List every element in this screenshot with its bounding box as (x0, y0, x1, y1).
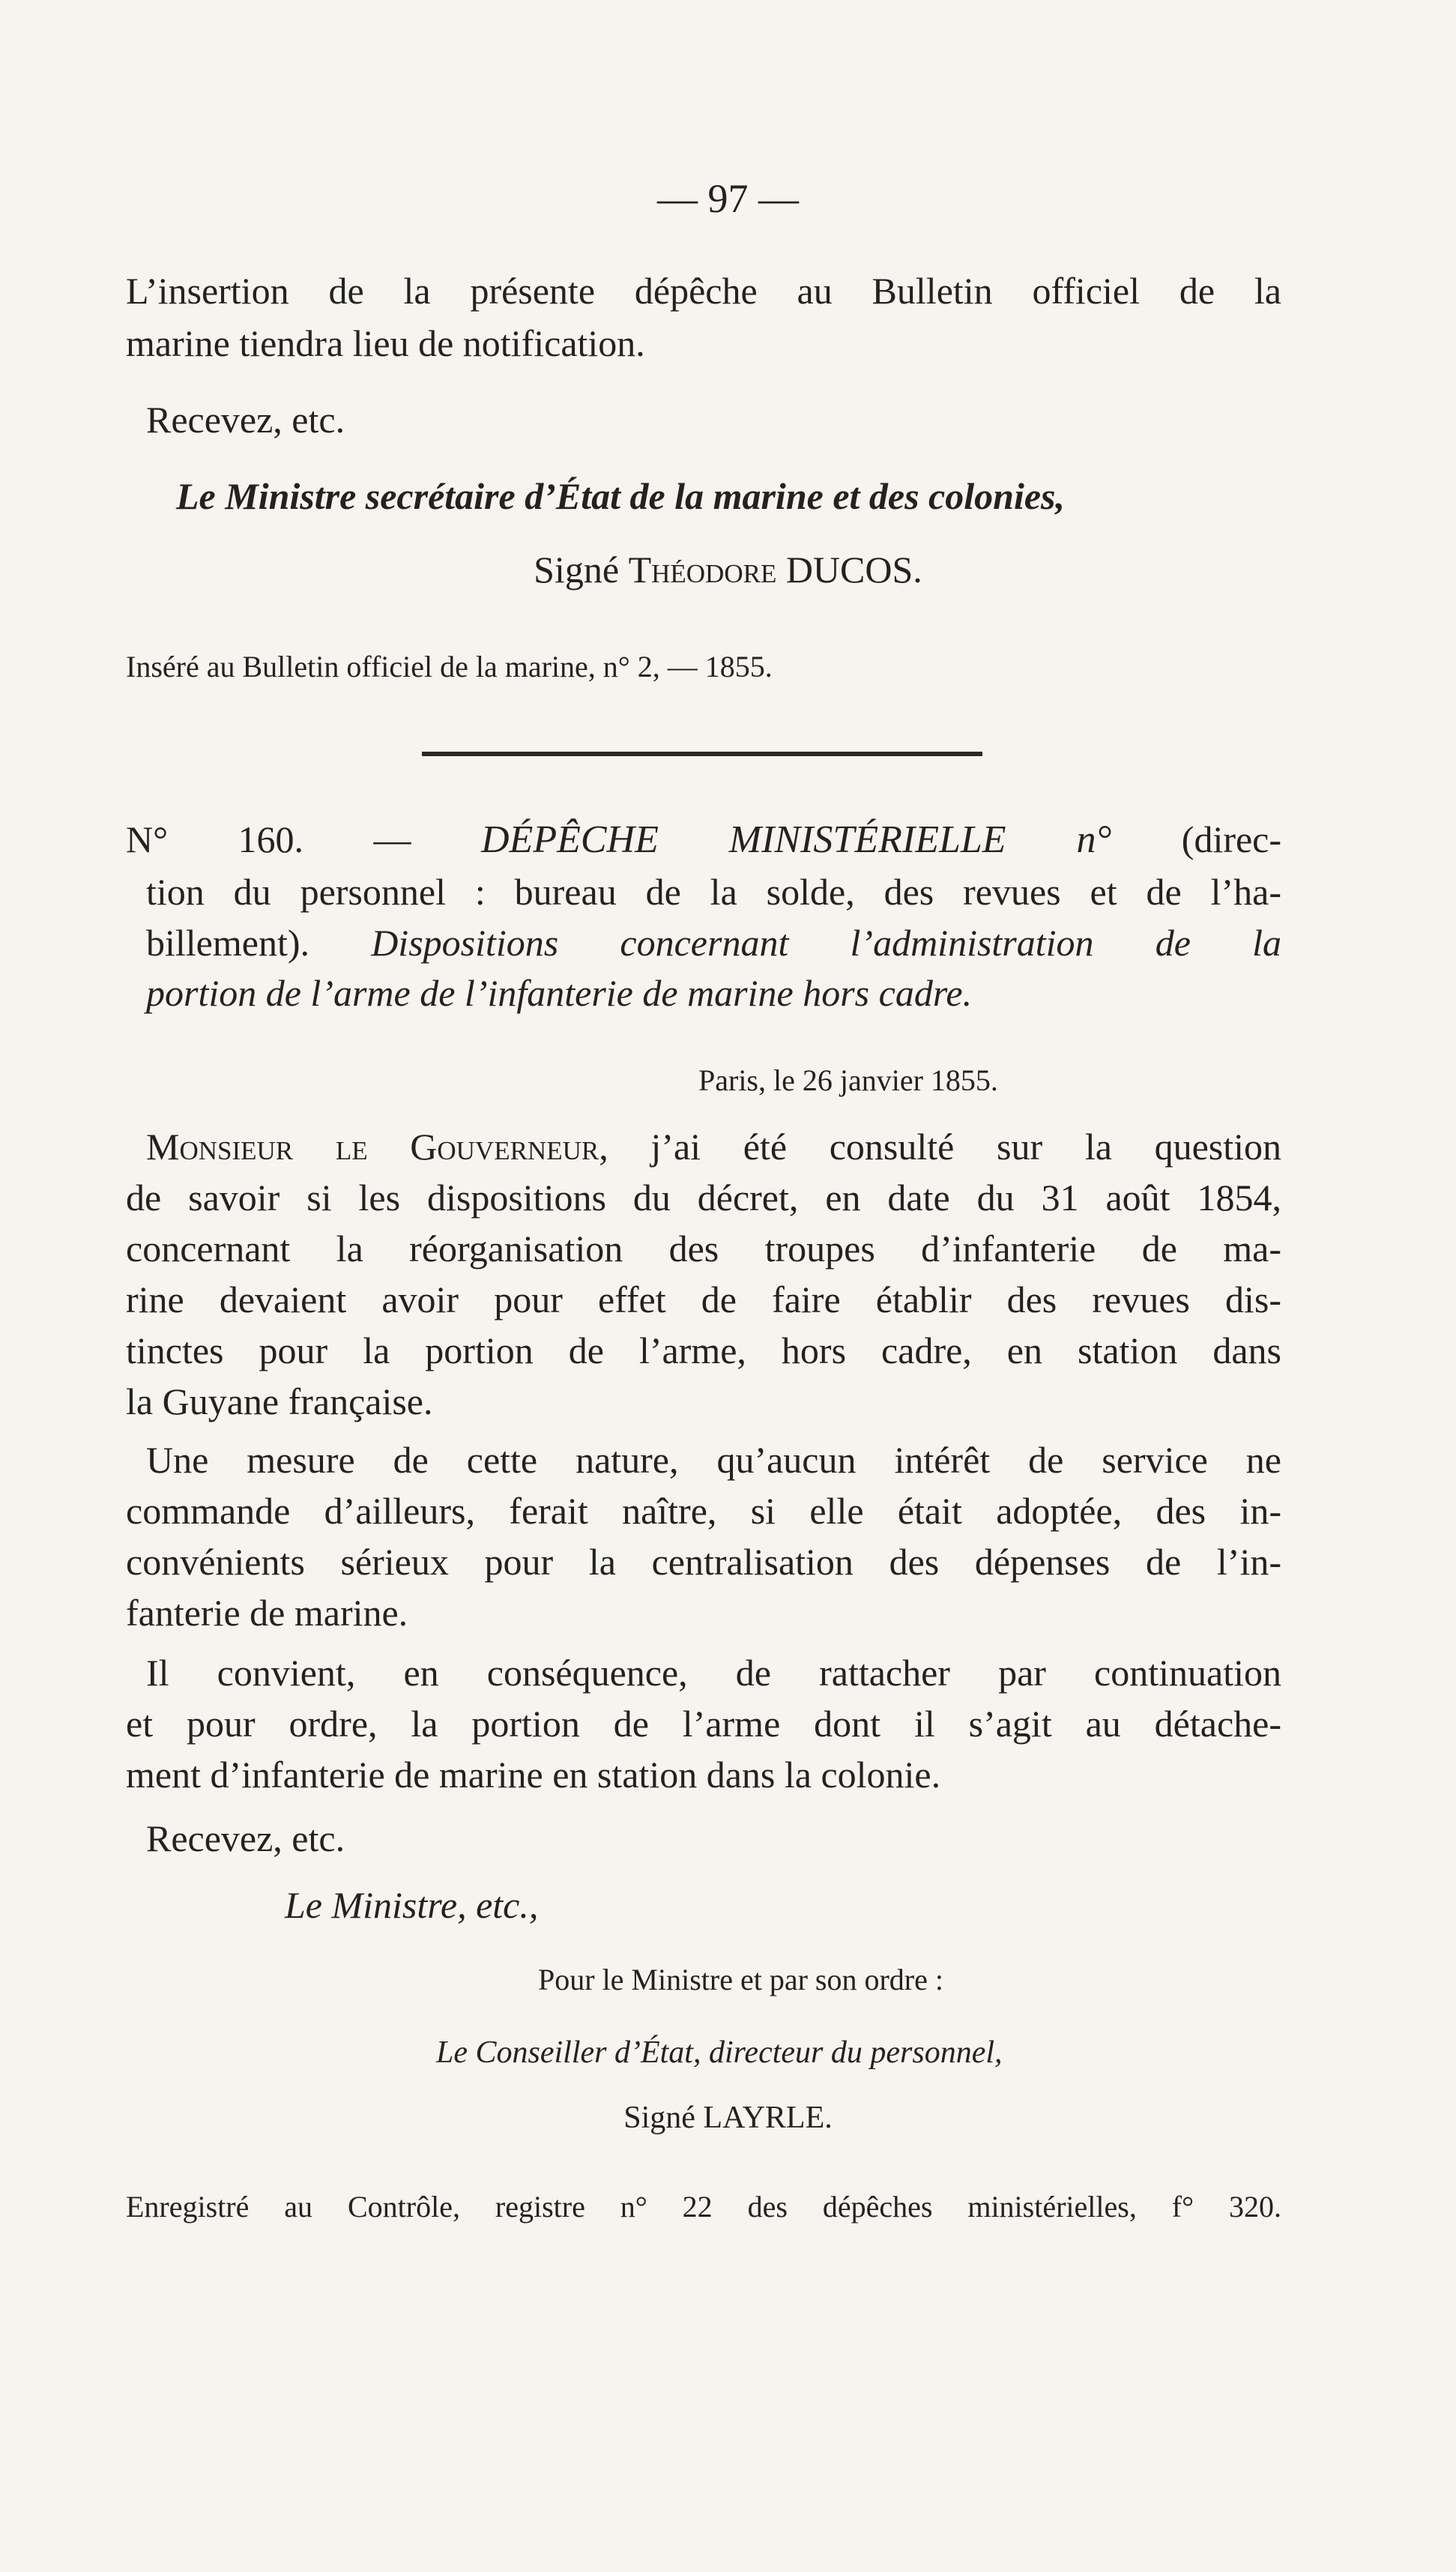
signed-first-name: Théodore (628, 549, 777, 591)
closing-signatory: Le Ministre, etc., (285, 1884, 539, 1926)
dispatch-subject-2: portion de l’arme de l’infanterie de marine hors cadre. (146, 972, 973, 1014)
paragraph-1-line-4: rine devaient avoir pour effet de faire établir des revues dis- (126, 1279, 1281, 1320)
dispatch-heading-line-2: tion du personnel : bureau de la solde, des revues et de l’ha- (146, 871, 1281, 913)
dispatch-heading-rest: (direc- (1181, 818, 1282, 860)
place-date: Paris, le 26 janvier 1855. (698, 1063, 998, 1097)
intro-signature (0, 549, 1456, 591)
paragraph-2-line-1: Une mesure de cette nature, qu’aucun intérêt de service ne (146, 1439, 1281, 1481)
salutation-address: Monsieur le Gouverneur, (146, 1126, 608, 1168)
insertion-note: Inséré au Bulletin officiel de la marine, n° 2, — 1855. (126, 650, 773, 683)
paragraph-1-line-1 (146, 1126, 1282, 1168)
paragraph-1-line-5: tinctes pour la portion de l’arme, hors cadre, en station dans (126, 1329, 1281, 1371)
paragraph-2-line-2: commande d’ailleurs, ferait naître, si elle était adoptée, des in- (126, 1490, 1281, 1532)
signed-prefix: Signé (534, 549, 620, 591)
paragraph-1-line-1-text: j’ai été consulté sur la question (650, 1126, 1282, 1168)
dispatch-subject-1: Dispositions concernant l’administration de la (371, 922, 1281, 964)
page-number: — 97 — (657, 176, 799, 221)
paragraph-2-line-4: fanterie de marine. (126, 1592, 408, 1634)
paragraph-3-line-2: et pour ordre, la portion de l’arme dont il s’agit au détache- (126, 1703, 1281, 1745)
signed-layrle: Signé LAYRLE. (623, 2101, 833, 2135)
counsellor-line: Le Conseiller d’État, directeur du personnel, (436, 2035, 1003, 2070)
paragraph-1-line-3: concernant la réorganisation des troupes d’infanterie de ma- (126, 1228, 1281, 1270)
paragraph-1-line-6: la Guyane française. (126, 1380, 433, 1422)
paragraph-1-line-2: de savoir si les dispositions du décret, en date du 31 août 1854, (126, 1177, 1281, 1219)
registration-note: Enregistré au Contrôle, registre n° 22 des dépêches ministérielles, f° 320. (126, 2190, 1281, 2224)
paragraph-3-line-1: Il convient, en conséquence, de rattacher par continuation (146, 1652, 1281, 1694)
closing-salutation: Recevez, etc. (146, 1817, 345, 1859)
paragraph-3-line-3: ment d’infanterie de marine en station dans la colonie. (126, 1754, 941, 1796)
intro-line-2: marine tiendra lieu de notification. (126, 322, 645, 364)
dispatch-heading-billement: billement). (146, 922, 309, 964)
intro-signatory-title: Le Ministre secrétaire d’État de la marine et des colonies, (176, 475, 1065, 517)
dispatch-title: DÉPÊCHE MINISTÉRIELLE n° (481, 818, 1112, 861)
dispatch-number: N° 160. — (126, 818, 411, 860)
dispatch-heading-line-1 (126, 818, 1282, 861)
dispatch-heading-line-3 (146, 924, 1281, 962)
intro-line-1: L’insertion de la présente dépêche au Bulletin officiel de la (126, 270, 1281, 312)
by-order-line: Pour le Ministre et par son ordre : (538, 1963, 943, 1996)
paragraph-2-line-3: convénients sérieux pour la centralisation des dépenses de l’in- (126, 1541, 1281, 1583)
section-divider (422, 752, 982, 756)
intro-salutation: Recevez, etc. (146, 399, 345, 441)
signed-last-name: DUCOS. (785, 549, 922, 591)
